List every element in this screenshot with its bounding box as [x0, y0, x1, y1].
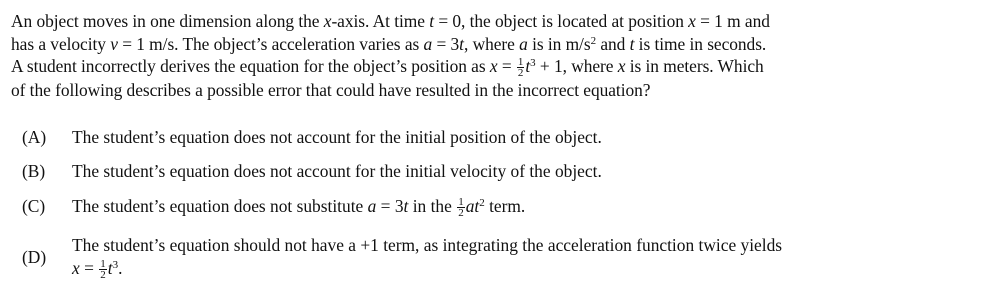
fraction — [99, 259, 107, 280]
stem-text: is time in seconds. — [634, 33, 767, 54]
option-a-label: (A) — [22, 127, 47, 147]
option-d[interactable] — [22, 234, 972, 284]
exponent: 2 — [479, 197, 485, 209]
stem-text: has a velocity — [11, 33, 111, 54]
stem-text: = — [497, 56, 516, 76]
stem-text: -axis. At time — [331, 11, 430, 31]
math-var: v — [110, 33, 118, 54]
stem-text: is in meters. Which — [625, 56, 764, 76]
option-a-text: The student’s equation does not account for the initial position of the object. — [72, 127, 602, 147]
math-var: t — [429, 11, 435, 31]
exponent: 2 — [590, 34, 597, 47]
math-var: x — [617, 56, 626, 76]
stem-text: and — [596, 33, 630, 54]
option-text: The student’s equation does not substitute — [72, 196, 368, 216]
option-d-text — [72, 234, 782, 281]
math-var: x — [688, 11, 696, 31]
option-b-text: The student’s equation does not account for the initial velocity of the object. — [72, 161, 602, 181]
option-b-label: (B) — [22, 161, 46, 181]
stem-text: A student incorrectly derives the equation for the object’s position as — [11, 56, 490, 76]
stem-line-3 — [11, 55, 991, 79]
stem-line-1 — [11, 10, 991, 33]
option-d-line-2 — [72, 257, 782, 281]
fraction-denominator: 2 — [517, 66, 524, 79]
math-var: at — [465, 196, 480, 216]
math-var: x — [323, 11, 332, 31]
stem-text: = 1 m and — [695, 11, 770, 31]
option-c-text — [72, 196, 525, 219]
option-text: . — [118, 258, 123, 278]
fraction-denominator: 2 — [100, 268, 106, 281]
option-text: = 3 — [376, 196, 404, 216]
stem-text: = 3 — [432, 33, 460, 54]
math-var: t — [459, 33, 464, 54]
option-c-label: (C) — [22, 196, 46, 216]
fraction — [517, 57, 524, 78]
math-var: t — [107, 258, 113, 278]
math-var: t — [525, 56, 531, 76]
fraction-numerator: 1 — [458, 195, 464, 208]
fraction-numerator: 1 — [517, 55, 524, 68]
stem-text: An object moves in one dimension along the — [11, 11, 324, 31]
stem-line-4: of the following describes a possible error that could have resulted in the incorrect equation? — [11, 79, 651, 100]
stem-text: , where — [463, 33, 520, 54]
math-var: x — [489, 56, 498, 76]
exponent: 3 — [530, 57, 536, 69]
option-d-label: (D) — [22, 247, 47, 267]
math-var: x — [72, 258, 80, 278]
stem-text: = 0, the object is located at position — [434, 11, 689, 31]
option-text: in the — [408, 196, 457, 216]
exponent: 3 — [112, 259, 119, 271]
stem-text: is in m/s — [527, 33, 591, 54]
stem-line-2 — [11, 33, 991, 56]
fraction-numerator: 1 — [100, 257, 106, 270]
fraction-denominator: 2 — [458, 206, 464, 219]
math-var: a — [423, 33, 433, 54]
stem-text: = 1 m/s. The object’s acceleration varies as — [117, 33, 424, 54]
math-var: a — [519, 33, 528, 54]
math-var: t — [629, 33, 635, 54]
option-text: = — [79, 258, 99, 278]
question-stem — [11, 10, 991, 101]
option-text: term. — [484, 196, 526, 216]
math-var: t — [403, 196, 409, 216]
math-var: a — [367, 196, 377, 216]
fraction — [457, 197, 465, 218]
option-d-line-1: The student’s equation should not have a +1 term, as integrating the acceleration function twice yields — [72, 235, 783, 255]
stem-text: + 1, where — [535, 56, 618, 76]
